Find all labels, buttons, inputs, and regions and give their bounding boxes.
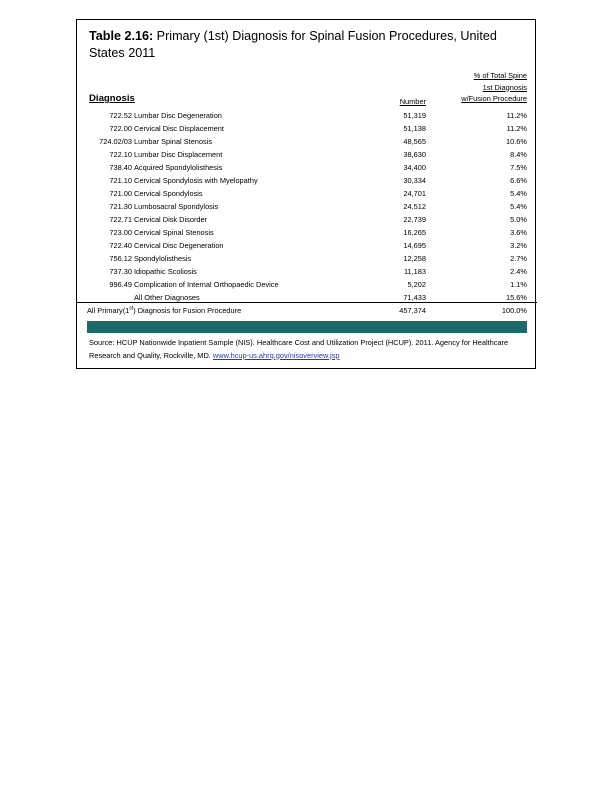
diagnosis-code: 737.30 [109,267,132,276]
source-text: Source: HCUP Nationwide Inpatient Sample (NIS). Healthcare Cost and Utilization Project (HCUP). 2011. Agency for Healthcare Research and Quality, Rockville, MD. [89,338,509,360]
diagnosis-percent: 11.2% [506,124,527,133]
diagnosis-number: 14,695 [403,241,426,250]
source-link[interactable]: www.hcup-us.ahrq.gov/nisoverview.jsp [212,350,340,360]
diagnosis-description: Cervical Disk Disorder [134,215,208,224]
diagnosis-description: Acquired Spondylolisthesis [134,163,223,172]
percent-header [461,70,527,105]
diagnosis-description: Cervical Spondylosis with Myelopathy [134,176,258,185]
table-row [77,174,537,187]
table-row [77,265,537,278]
total-number: 457,374 [399,306,426,315]
diagnosis-percent: 15.6% [506,293,527,302]
percent-header-line1: % of Total Spine [473,71,527,80]
table-row [77,278,537,291]
diagnosis-percent: 1.1% [510,280,527,289]
diagnosis-code: 723.00 [109,228,132,237]
diagnosis-percent: 5.0% [510,215,527,224]
table-row [77,135,537,148]
diagnosis-description: Lumbosacral Spondylosis [134,202,219,211]
diagnosis-code: 996.49 [109,280,132,289]
diagnosis-number: 24,701 [403,189,426,198]
diagnosis-code: 722.10 [109,150,132,159]
diagnosis-code: 724.02/03 [99,137,132,146]
diagnosis-percent: 8.4% [510,150,527,159]
diagnosis-percent: 11.2% [506,111,527,120]
diagnosis-number: 11,183 [403,267,426,276]
diagnosis-description: Cervical Disc Degeneration [134,241,224,250]
total-percent: 100.0% [501,306,527,315]
diagnosis-description: Lumbar Disc Displacement [134,150,223,159]
table-row [77,122,537,135]
diagnosis-description: Lumbar Spinal Stenosis [134,137,213,146]
diagnosis-code: 721.00 [109,189,132,198]
diagnosis-description: Idiopathic Scoliosis [134,267,197,276]
diagnosis-code: 756.12 [109,254,132,263]
table-title [89,28,529,62]
table-row [77,187,537,200]
table-number: Table 2.16: [89,29,154,43]
diagnosis-percent: 2.7% [510,254,527,263]
source-note [89,337,525,362]
diagnosis-number: 34,400 [403,163,426,172]
table-row [77,252,537,265]
table-title-text: Primary (1st) Diagnosis for Spinal Fusion Procedures, United States 2011 [89,29,497,60]
diagnosis-percent: 3.6% [510,228,527,237]
diagnosis-number: 48,565 [403,137,426,146]
diagnosis-number: 12,258 [403,254,426,263]
diagnosis-number: 24,512 [403,202,426,211]
table-header [77,70,537,106]
diagnosis-code: 721.30 [109,202,132,211]
diagnosis-number: 51,138 [403,124,426,133]
diagnosis-description: Cervical Spondylosis [134,189,203,198]
table-frame [76,19,536,369]
table-row [77,239,537,252]
diagnosis-description: Cervical Disc Displacement [134,124,224,133]
table-row [77,161,537,174]
diagnosis-percent: 7.5% [510,163,527,172]
diagnosis-number: 16,265 [403,228,426,237]
diagnosis-percent: 6.6% [510,176,527,185]
table-body [77,109,537,304]
total-row [77,304,537,317]
diagnosis-number: 22,739 [403,215,426,224]
diagnosis-number: 51,319 [403,111,426,120]
diagnosis-description: Complication of Internal Orthopaedic Device [134,280,279,289]
diagnosis-percent: 2.4% [510,267,527,276]
table-row [77,200,537,213]
diagnosis-header: Diagnosis [89,93,135,104]
diagnosis-description: All Other Diagnoses [134,293,200,302]
diagnosis-number: 71,433 [403,293,426,302]
teal-band [87,321,527,333]
percent-header-line2: 1st Diagnosis [482,82,527,92]
diagnosis-description: Spondylolisthesis [134,254,192,263]
diagnosis-code: 722.40 [109,241,132,250]
table-row [77,109,537,122]
diagnosis-number: 5,202 [407,280,426,289]
diagnosis-code: 722.52 [109,111,132,120]
diagnosis-description: Cervical Spinal Stenosis [134,228,214,237]
diagnosis-code: 721.10 [109,176,132,185]
number-header: Number [399,97,426,106]
percent-header-line3: w/Fusion Procedure [461,94,527,103]
diagnosis-number: 38,630 [403,150,426,159]
diagnosis-percent: 5.4% [510,202,527,211]
total-divider [77,302,537,303]
diagnosis-percent: 3.2% [510,241,527,250]
table-row [77,213,537,226]
diagnosis-code: 738.40 [109,163,132,172]
diagnosis-percent: 5.4% [510,189,527,198]
diagnosis-description: Lumbar Disc Degeneration [134,111,222,120]
diagnosis-percent: 10.6% [506,137,527,146]
total-label: All Primary(1st) Diagnosis for Fusion Procedure [87,305,242,315]
table-row [77,148,537,161]
diagnosis-code: 722.71 [109,215,132,224]
table-row [77,226,537,239]
diagnosis-number: 30,334 [403,176,426,185]
diagnosis-code: 722.00 [109,124,132,133]
